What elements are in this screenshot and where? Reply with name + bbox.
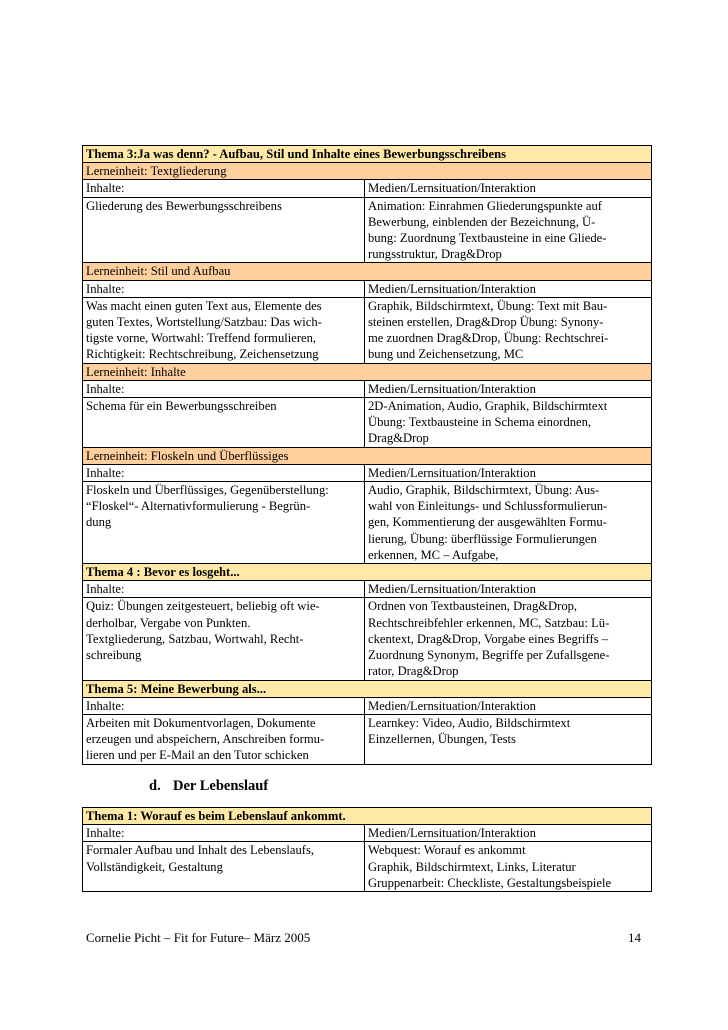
cell-line: lieren und per E-Mail an den Tutor schicken [86, 748, 309, 763]
lerneinheit-floskeln: Lerneinheit: Floskeln und Überflüssiges [83, 447, 652, 464]
inhalte-label: Inhalte: [83, 697, 365, 714]
cell-line: dung [86, 515, 112, 530]
cell-line: Quiz: Übungen zeitgesteuert, beliebig oft wie- [86, 599, 320, 614]
medien-label: Medien/Lernsituation/Interaktion [365, 825, 652, 842]
inhalte-label: Inhalte: [83, 581, 365, 598]
curriculum-table-lebenslauf [82, 807, 652, 892]
cell-line: erkennen, MC – Aufgabe, [368, 547, 499, 562]
media-cell [365, 398, 652, 448]
cell-line: Richtigkeit: Rechtschreibung, Zeichensetzung [86, 347, 319, 362]
cell-line: Einzellernen, Übungen, Tests [368, 732, 516, 747]
page-number: 14 [628, 930, 641, 945]
inhalte-label: Inhalte: [83, 380, 365, 397]
cell-line: Learnkey: Video, Audio, Bildschirmtext [368, 715, 571, 730]
cell-line: bung und Zeichensetzung, MC [368, 347, 524, 362]
cell-line: Was macht einen guten Text aus, Elemente des [86, 298, 322, 313]
cell-line: Arbeiten mit Dokumentvorlagen, Dokumente [86, 715, 316, 730]
cell-line: Rechtschreibfehler erkennen, MC, Satzbau: Lü- [368, 615, 610, 630]
cell-line: tigste vorne, Wortwahl: Treffend formulieren, [86, 331, 317, 346]
cell-line: Vollständigkeit, Gestaltung [86, 859, 223, 874]
lerneinheit-textgliederung: Lerneinheit: Textgliederung [83, 163, 652, 180]
cell-line: Schema für ein Bewerbungsschreiben [86, 399, 277, 414]
medien-label: Medien/Lernsituation/Interaktion [365, 380, 652, 397]
content-cell [83, 842, 365, 892]
cell-line: Floskeln und Überflüssiges, Gegenüberstellung: [86, 483, 329, 498]
cell-line: Formaler Aufbau und Inhalt des Lebenslaufs, [86, 843, 315, 858]
cell-line: Zuordnung Synonym, Begriffe per Zufallsgene- [368, 648, 610, 663]
cell-line: Gliederung des Bewerbungsschreibens [86, 198, 282, 213]
cell-line: Graphik, Bildschirmtext, Übung: Text mit Bau- [368, 298, 608, 313]
cell-line: Webquest: Worauf es ankommt [368, 843, 526, 858]
cell-line: bung: Zuordnung Textbausteine in eine Gliede- [368, 231, 607, 246]
media-cell [365, 297, 652, 363]
content-cell [83, 297, 365, 363]
medien-label: Medien/Lernsituation/Interaktion [365, 280, 652, 297]
section-letter: d. [149, 778, 161, 794]
cell-line: steinen erstellen, Drag&Drop Übung: Synony- [368, 315, 604, 330]
footer-author: Cornelie Picht – Fit for Future– März 2005 [86, 930, 311, 945]
medien-label: Medien/Lernsituation/Interaktion [365, 464, 652, 481]
cell-line: Ordnen von Textbausteinen, Drag&Drop, [368, 599, 578, 614]
content-cell [83, 482, 365, 564]
media-cell [365, 714, 652, 764]
content-cell [83, 598, 365, 680]
thema-4-header: Thema 4 : Bevor es losgeht... [83, 564, 652, 581]
thema-5-header: Thema 5: Meine Bewerbung als... [83, 680, 652, 697]
cell-line: Bewerbung, einblenden der Bezeichnung, Ü- [368, 214, 596, 229]
thema-3-header: Thema 3:Ja was denn? - Aufbau, Stil und Inhalte eines Bewerbungsschreibens [83, 146, 652, 163]
cell-line: guten Textes, Wortstellung/Satzbau: Das wich- [86, 315, 322, 330]
section-heading-lebenslauf [149, 778, 268, 795]
cell-line: Animation: Einrahmen Gliederungspunkte auf [368, 198, 602, 213]
cell-line: 2D-Animation, Audio, Graphik, Bildschirmtext [368, 399, 608, 414]
thema-1-header: Thema 1: Worauf es beim Lebenslauf ankommt. [83, 808, 652, 825]
cell-line: me zuordnen Drag&Drop, Übung: Rechtschrei- [368, 331, 609, 346]
media-cell [365, 598, 652, 680]
content-cell [83, 398, 365, 448]
cell-line: schreibung [86, 648, 142, 663]
cell-line: Drag&Drop [368, 431, 429, 446]
cell-line: Graphik, Bildschirmtext, Links, Literatur [368, 859, 576, 874]
section-title: Der Lebenslauf [173, 778, 269, 794]
medien-label: Medien/Lernsituation/Interaktion [365, 581, 652, 598]
cell-line: Gruppenarbeit: Checkliste, Gestaltungsbeispiele [368, 875, 612, 890]
inhalte-label: Inhalte: [83, 180, 365, 197]
cell-line: Audio, Graphik, Bildschirmtext, Übung: Aus- [368, 483, 600, 498]
inhalte-label: Inhalte: [83, 280, 365, 297]
cell-line: lierung, Übung: überflüssige Formulierungen [368, 531, 597, 546]
cell-line: Übung: Textbausteine in Schema einordnen, [368, 415, 592, 430]
cell-line: erzeugen und abspeichern, Anschreiben formu- [86, 732, 325, 747]
cell-line: “Floskel“- Alternativformulierung - Begrün- [86, 499, 311, 514]
media-cell [365, 482, 652, 564]
medien-label: Medien/Lernsituation/Interaktion [365, 180, 652, 197]
cell-line: wahl von Einleitungs- und Schlussformulierun- [368, 499, 608, 514]
cell-line: gen, Kommentierung der ausgewählten Formu- [368, 515, 607, 530]
lerneinheit-inhalte: Lerneinheit: Inhalte [83, 363, 652, 380]
cell-line: derholbar, Vergabe von Punkten. [86, 615, 251, 630]
media-cell [365, 842, 652, 892]
curriculum-table-bewerbung [82, 145, 652, 765]
medien-label: Medien/Lernsituation/Interaktion [365, 697, 652, 714]
cell-line: Textgliederung, Satzbau, Wortwahl, Recht- [86, 631, 304, 646]
lerneinheit-stil-aufbau: Lerneinheit: Stil und Aufbau [83, 263, 652, 280]
inhalte-label: Inhalte: [83, 464, 365, 481]
cell-line: ckentext, Drag&Drop, Vorgabe eines Begriffs – [368, 631, 609, 646]
content-cell [83, 714, 365, 764]
inhalte-label: Inhalte: [83, 825, 365, 842]
media-cell [365, 197, 652, 263]
cell-line: rungsstruktur, Drag&Drop [368, 247, 502, 262]
cell-line: rator, Drag&Drop [368, 664, 459, 679]
content-cell [83, 197, 365, 263]
